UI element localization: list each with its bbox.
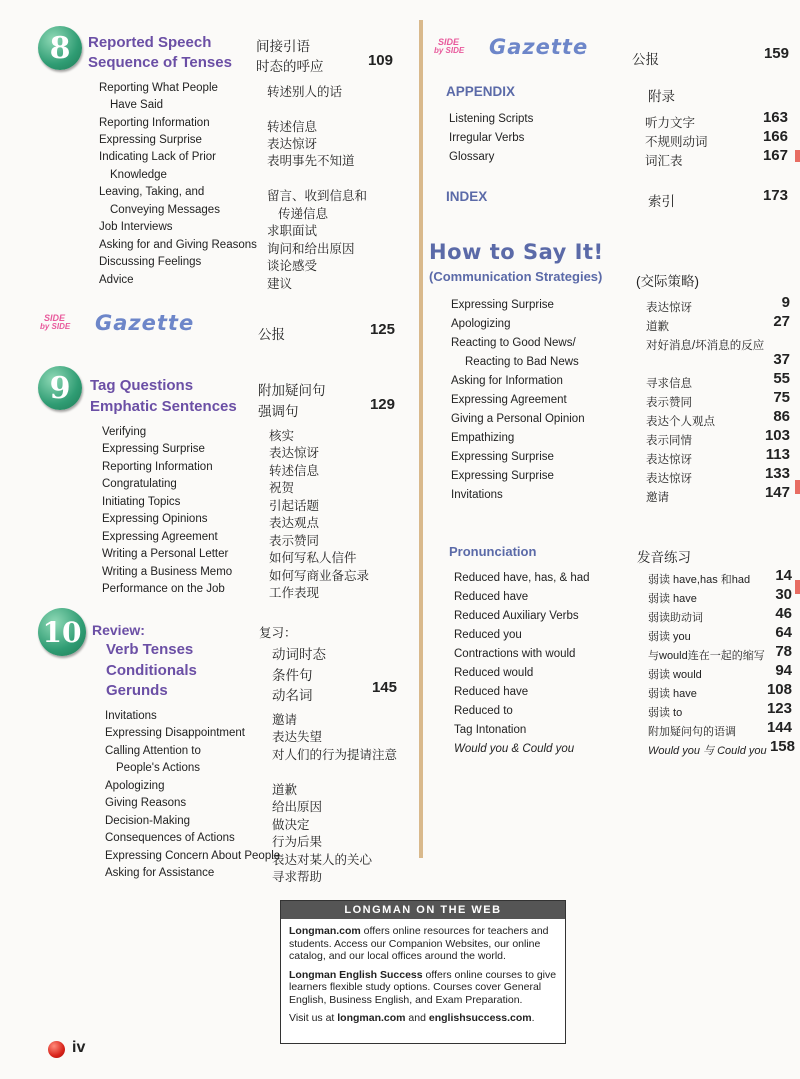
page-number: 158: [769, 738, 795, 755]
toc-item-zh: 谈论感受: [267, 259, 318, 273]
toc-item: Calling Attention to: [105, 745, 201, 757]
toc-item: Expressing Opinions: [102, 513, 208, 525]
howto-item: Expressing Surprise: [451, 451, 554, 463]
toc-item: People's Actions: [116, 762, 201, 774]
unit-title-zh: 复习：: [259, 626, 297, 640]
howto-item-zh: 表达惊讶: [646, 302, 692, 314]
pronunciation-item: Reduced you: [454, 629, 522, 641]
pronunciation-item: Reduced have: [454, 686, 529, 698]
toc-item-zh: 建议: [267, 277, 293, 291]
toc-item-zh: 寻求帮助: [272, 870, 323, 884]
toc-item-zh: 工作表现: [269, 586, 320, 600]
longman-link[interactable]: longman.com: [337, 1012, 406, 1024]
gazette-logo: Gazette: [95, 311, 195, 335]
web-box-text: .: [531, 1012, 535, 1024]
howto-title: How to Say It!: [429, 240, 604, 264]
pronunciation-item-zh: 弱读 have: [648, 593, 697, 605]
gazette-logo-side: by SIDE: [434, 46, 465, 55]
page-number: 145: [371, 679, 397, 696]
pronunciation-item: Reduced would: [454, 667, 534, 679]
web-box-paragraph: [289, 925, 557, 963]
page-number: 113: [765, 446, 790, 463]
unit-title: Reported Speech: [88, 34, 212, 51]
howto-item-zh: 表达惊讶: [646, 473, 692, 485]
page-number: 75: [773, 389, 790, 406]
appendix-item-zh: 不规则动词: [645, 135, 708, 149]
pronunciation-item-zh: 与would连在一起的缩写: [648, 650, 765, 662]
pronunciation-item-zh: 弱读 have: [648, 688, 697, 700]
unit-title-zh: 附加疑问句: [258, 383, 326, 398]
toc-item-zh: 对人们的行为提请注意: [272, 748, 398, 762]
howto-item: Reacting to Good News/: [451, 337, 576, 349]
toc-item-zh: 转述信息: [269, 464, 320, 478]
toc-item: Verifying: [102, 426, 147, 438]
toc-item: Giving Reasons: [105, 797, 187, 809]
toc-item: Expressing Concern About People: [105, 850, 281, 862]
toc-item: Knowledge: [110, 169, 167, 181]
page-number: 108: [766, 681, 792, 698]
toc-item: Reporting Information: [99, 117, 210, 129]
web-box-bold: Longman English Success: [289, 968, 423, 981]
toc-item: Invitations: [105, 710, 157, 722]
toc-item: Performance on the Job: [102, 583, 225, 595]
toc-item: Writing a Personal Letter: [102, 548, 229, 560]
gazette-logo-side: SIDE: [44, 313, 66, 323]
edge-tab-mark: [795, 150, 800, 162]
page-number: 30: [775, 586, 792, 603]
appendix-item-zh: 词汇表: [645, 154, 683, 168]
toc-item: Reporting What People: [99, 82, 218, 94]
pronunciation-item-zh: 弱读助动词: [648, 612, 703, 624]
page-number: 55: [773, 370, 790, 387]
toc-item-zh: 传递信息: [278, 207, 329, 221]
howto-item: Expressing Surprise: [451, 470, 554, 482]
appendix-item: Irregular Verbs: [449, 132, 525, 144]
web-box-text: offers online courses to give learners flexible study options. Courses cover General English, Business English, and Exam Preparation.: [289, 968, 557, 1006]
appendix-item-zh: 听力文字: [645, 116, 696, 130]
howto-item: Invitations: [451, 489, 503, 501]
page-number: 125: [369, 321, 395, 338]
pronunciation-item-zh: Would you 与 Could you: [648, 745, 767, 757]
toc-item: Decision-Making: [105, 815, 191, 827]
section-heading-zh: 附录: [648, 89, 675, 104]
toc-item: Leaving, Taking, and: [99, 186, 205, 198]
pronunciation-item: Reduced Auxiliary Verbs: [454, 610, 579, 622]
howto-item: Expressing Surprise: [451, 299, 554, 311]
pronunciation-item: Contractions with would: [454, 648, 576, 660]
section-heading: Pronunciation: [449, 544, 537, 559]
howto-subtitle: (Communication Strategies): [429, 269, 603, 284]
page-number: 78: [775, 643, 792, 660]
toc-item-zh: 道歉: [272, 783, 298, 797]
toc-item-zh: 转述别人的话: [267, 85, 343, 99]
unit-title: Emphatic Sentences: [90, 398, 237, 415]
page-number: 64: [775, 624, 792, 641]
unit-title-zh: 时态的呼应: [256, 59, 324, 74]
howto-item-zh: 寻求信息: [646, 378, 692, 390]
toc-item: Advice: [99, 274, 134, 286]
web-box-text: and: [405, 1012, 429, 1024]
page-number: 14: [775, 567, 792, 584]
howto-item: Expressing Agreement: [451, 394, 567, 406]
web-box-paragraph: [289, 1012, 557, 1025]
toc-item: Reporting Information: [102, 461, 213, 473]
section-heading: APPENDIX: [446, 84, 516, 99]
toc-item-zh: 表达惊讶: [267, 137, 318, 151]
page-number: 166: [762, 128, 788, 145]
toc-item: Asking for and Giving Reasons: [99, 239, 257, 251]
web-box-bold: Longman.com: [289, 925, 361, 937]
pronunciation-item-zh: 弱读 would: [648, 669, 702, 681]
page-number: 86: [773, 408, 790, 425]
pronunciation-item: Would you & Could you: [454, 743, 575, 755]
toc-item-zh: 表达惊讶: [269, 446, 320, 460]
toc-item-zh: 如何写商业备忘录: [269, 569, 370, 583]
page-number: 167: [762, 147, 788, 164]
gazette-logo-side: SIDE: [438, 37, 460, 47]
howto-item-zh: 表达惊讶: [646, 454, 692, 466]
page-number: 37: [773, 351, 790, 368]
longman-web-box: [280, 900, 566, 1044]
howto-subtitle-zh: (交际策略): [636, 274, 699, 289]
howto-item-zh: 表示同情: [646, 435, 692, 447]
pronunciation-item-zh: 弱读 have,has 和had: [648, 574, 751, 586]
toc-item-zh: 如何写私人信件: [269, 551, 357, 565]
unit-title: Review:: [92, 622, 145, 638]
pronunciation-item-zh: 弱读 to: [648, 707, 683, 719]
appendix-item: Listening Scripts: [449, 113, 534, 125]
toc-item: Initiating Topics: [102, 496, 181, 508]
toc-item: Have Said: [110, 99, 164, 111]
section-heading: INDEX: [446, 189, 488, 204]
howto-item-zh: 表达个人观点: [646, 416, 715, 428]
page-number: 9: [781, 294, 790, 311]
toc-item: Consequences of Actions: [105, 832, 235, 844]
unit-number: 10: [42, 615, 82, 649]
toc-item: Expressing Surprise: [102, 443, 205, 455]
unit-number-badge: [38, 608, 86, 656]
howto-item-zh: 邀请: [646, 492, 669, 504]
unit-number: 9: [49, 370, 71, 406]
toc-item: Writing a Business Memo: [102, 566, 233, 578]
toc-item-zh: 祝贺: [269, 481, 295, 495]
pronunciation-item-zh: 弱读 you: [648, 631, 691, 643]
toc-item-zh: 给出原因: [272, 800, 323, 814]
pronunciation-item: Reduced have: [454, 591, 529, 603]
unit-number-badge: [38, 26, 82, 70]
englishsuccess-link[interactable]: englishsuccess.com: [428, 1012, 532, 1024]
page-number: 147: [764, 484, 790, 501]
pronunciation-item: Tag Intonation: [454, 724, 527, 736]
unit-title-zh: 强调句: [258, 404, 299, 419]
pronunciation-item: Reduced to: [454, 705, 513, 717]
web-box-text: Visit us at: [289, 1012, 338, 1024]
page-number: 109: [367, 52, 393, 69]
page-number: 46: [775, 605, 792, 622]
toc-item-zh: 行为后果: [272, 835, 323, 849]
toc-item: Expressing Disappointment: [105, 727, 245, 739]
web-box-paragraph: [289, 969, 557, 1007]
unit-title: Tag Questions: [90, 377, 194, 394]
page-number: 129: [369, 396, 395, 413]
page-number: 103: [764, 427, 790, 444]
page-number: 94: [775, 662, 792, 679]
toc-item: Asking for Assistance: [105, 867, 215, 879]
page-marker-dot: [48, 1041, 65, 1058]
section-heading-zh: 发音练习: [637, 550, 691, 565]
page-number: 27: [773, 313, 790, 330]
edge-tab-mark: [795, 580, 800, 594]
column-divider: [419, 20, 423, 858]
toc-item-zh: 表明事先不知道: [267, 154, 355, 168]
unit-title-zh: 条件句: [272, 668, 313, 683]
toc-item-zh: 求职面试: [267, 224, 318, 238]
unit-number: 8: [49, 30, 71, 66]
pronunciation-item-zh: 附加疑问句的语调: [648, 726, 736, 738]
toc-item-zh: 表达观点: [269, 516, 320, 530]
toc-item-zh: 引起话题: [269, 499, 320, 513]
gazette-zh: 公报: [632, 52, 659, 67]
howto-item: Giving a Personal Opinion: [451, 413, 585, 425]
howto-item-zh: 表示赞同: [646, 397, 692, 409]
page-number: 144: [766, 719, 792, 736]
page-number: 123: [766, 700, 792, 717]
unit-title: Verb Tenses: [106, 641, 194, 658]
unit-title-zh: 动名词: [272, 688, 313, 703]
howto-item: Asking for Information: [451, 375, 563, 387]
toc-item-zh: 表示赞同: [269, 534, 320, 548]
unit-title: Sequence of Tenses: [88, 54, 232, 71]
toc-item: Discussing Feelings: [99, 256, 202, 268]
page-number: 133: [764, 465, 790, 482]
toc-item-zh: 邀请: [272, 713, 298, 727]
toc-item: Conveying Messages: [110, 204, 220, 216]
appendix-item: Glossary: [449, 151, 495, 163]
toc-item-zh: 做决定: [272, 818, 310, 832]
toc-item-zh: 表达对某人的关心: [272, 853, 373, 867]
toc-item: Expressing Surprise: [99, 134, 202, 146]
toc-item: Job Interviews: [99, 221, 173, 233]
unit-number-badge: [38, 366, 82, 410]
howto-item-zh: 道歉: [646, 321, 669, 333]
toc-item: Expressing Agreement: [102, 531, 218, 543]
toc-item: Indicating Lack of Prior: [99, 151, 216, 163]
toc-item-zh: 询问和给出原因: [267, 242, 355, 256]
howto-item: Empathizing: [451, 432, 515, 444]
pronunciation-item: Reduced have, has, & had: [454, 572, 590, 584]
toc-item: Apologizing: [105, 780, 165, 792]
unit-title-zh: 动词时态: [272, 647, 326, 662]
page-label: iv: [72, 1039, 86, 1056]
howto-item: Reacting to Bad News: [465, 356, 579, 368]
unit-title-zh: 间接引语: [256, 39, 310, 54]
unit-title: Gerunds: [106, 682, 168, 699]
web-box-text: offers online resources for teachers and students. Access our Companion Websites, our online catalog, and our local offices around the world.: [289, 925, 549, 962]
unit-title: Conditionals: [106, 662, 197, 679]
gazette-logo-side: by SIDE: [40, 322, 71, 331]
section-heading-zh: 索引: [648, 194, 675, 209]
howto-item: Apologizing: [451, 318, 511, 330]
page-number: 173: [762, 187, 788, 204]
toc-item-zh: 核实: [269, 429, 295, 443]
toc-item-zh: 表达失望: [272, 730, 323, 744]
howto-item-zh: 对好消息/坏消息的反应: [646, 340, 765, 352]
page-number: 163: [762, 109, 788, 126]
gazette-zh: 公报: [258, 327, 285, 342]
edge-tab-mark: [795, 480, 800, 494]
toc-item: Congratulating: [102, 478, 177, 490]
web-box-heading: LONGMAN ON THE WEB: [281, 901, 565, 919]
toc-item-zh: 留言、收到信息和: [267, 189, 368, 203]
toc-item-zh: 转述信息: [267, 120, 318, 134]
page-number: 159: [763, 45, 789, 62]
gazette-logo: Gazette: [489, 35, 589, 59]
